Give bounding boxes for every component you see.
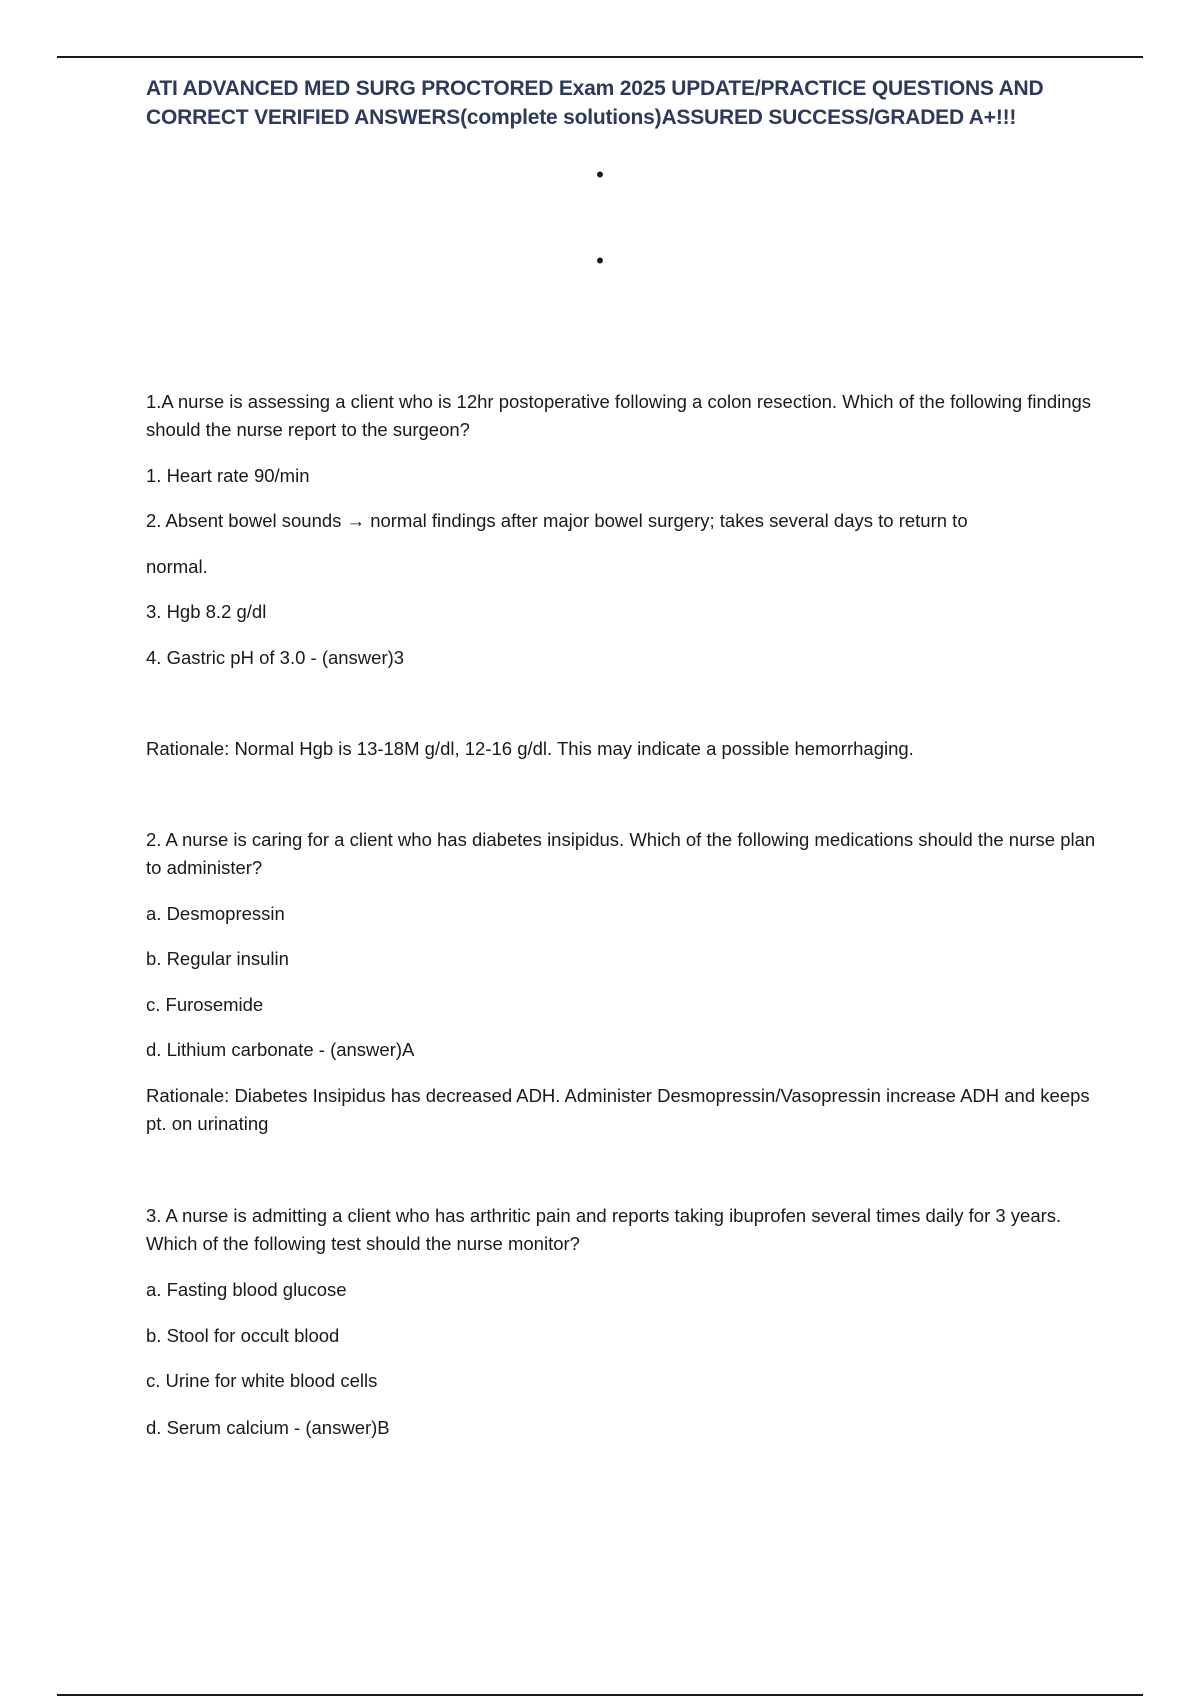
answer-option: d. Lithium carbonate - (answer)A	[146, 1039, 415, 1060]
answer-option: 3. Hgb 8.2 g/dl	[146, 601, 267, 622]
bottom-rule	[57, 1694, 1143, 1696]
answer-option: 2. Absent bowel sounds → normal findings after major bowel surgery; takes several days to return to	[146, 510, 968, 531]
answer-option: a. Fasting blood glucose	[146, 1279, 347, 1300]
question-stem: 3. A nurse is admitting a client who has arthritic pain and reports taking ibuprofen several times daily for 3 years. Which of the following test should the nurse monitor?	[146, 1205, 1062, 1254]
question-stem: 2. A nurse is caring for a client who has diabetes insipidus. Which of the following medications should the nurse plan to administer?	[146, 829, 1096, 878]
question-2	[146, 826, 1096, 882]
rationale-block	[146, 1082, 1096, 1138]
document-header	[146, 74, 1096, 132]
top-rule	[57, 56, 1143, 58]
bullet-point: •	[596, 248, 604, 273]
question-1	[146, 388, 1096, 444]
answer-option: 1. Heart rate 90/min	[146, 465, 310, 486]
answer-option: c. Urine for white blood cells	[146, 1370, 378, 1391]
answer-option: normal.	[146, 556, 208, 577]
answer-option: b. Regular insulin	[146, 948, 289, 969]
question-stem: 1.A nurse is assessing a client who is 12hr postoperative following a colon resection. Which of the following findings should the nurse report to the surgeon?	[146, 391, 1092, 440]
answer-option: d. Serum calcium - (answer)B	[146, 1417, 390, 1438]
rationale-text: Rationale: Normal Hgb is 13-18M g/dl, 12-16 g/dl. This may indicate a possible hemorrhaging.	[146, 738, 914, 759]
answer-option: c. Furosemide	[146, 994, 264, 1015]
answer-option: a. Desmopressin	[146, 903, 285, 924]
document-title: ATI ADVANCED MED SURG PROCTORED Exam 2025 UPDATE/PRACTICE QUESTIONS AND CORRECT VERIFIED ANSWERS(complete solutions)ASSURED SUCCESS/GRADED A+!!!	[146, 77, 1044, 129]
rationale-text: Rationale: Diabetes Insipidus has decreased ADH. Administer Desmopressin/Vasopressin increase ADH and keeps pt. on urinating	[146, 1085, 1090, 1134]
question-3	[146, 1202, 1096, 1258]
answer-option: b. Stool for occult blood	[146, 1325, 340, 1346]
answer-option: 4. Gastric pH of 3.0 - (answer)3	[146, 647, 405, 668]
bullet-point: •	[596, 162, 604, 187]
